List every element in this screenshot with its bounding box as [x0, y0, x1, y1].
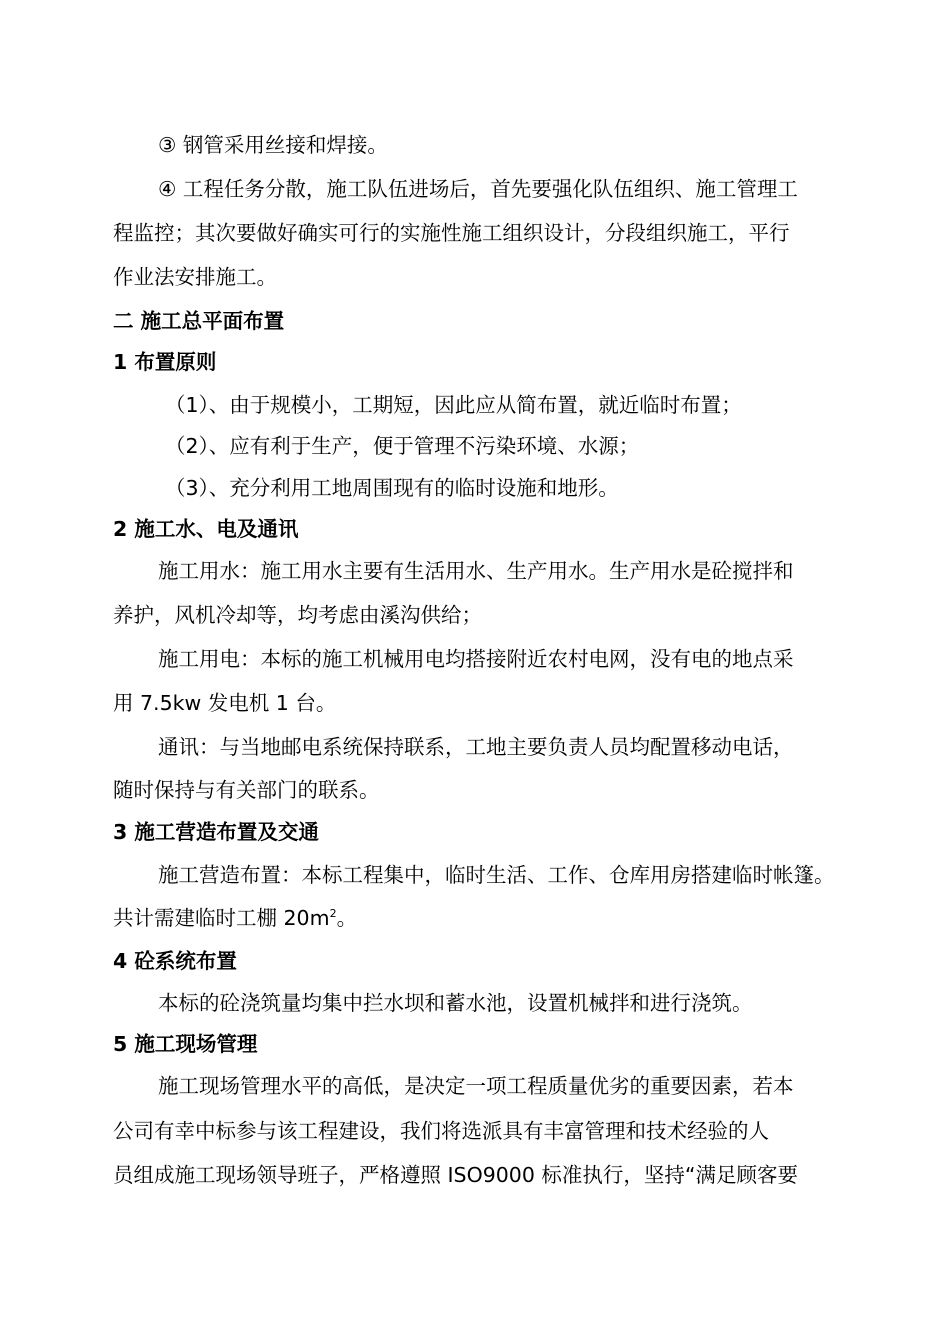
paragraph-line: ④ 工程任务分散，施工队伍进场后，首先要强化队伍组织、施工管理工	[158, 177, 798, 201]
paragraph-line	[113, 903, 357, 933]
subsection-heading: 1 布置原则	[113, 350, 217, 374]
paragraph-line: 通讯：与当地邮电系统保持联系，工地主要负责人员均配置移动电话，	[158, 735, 794, 759]
section-heading: 二 施工总平面布置	[113, 309, 285, 333]
paragraph-line: 程监控；其次要做好确实可行的实施性施工组织设计，分段组织施工，平行	[113, 221, 790, 245]
list-item: （1）、由于规模小，工期短，因此应从简布置，就近临时布置；	[165, 393, 742, 417]
superscript-2: 2	[329, 907, 337, 921]
paragraph-line: 用 7.5kw 发电机 1 台。	[113, 691, 337, 715]
paragraph-line: 作业法安排施工。	[113, 265, 277, 289]
paragraph-line: 养护，风机冷却等，均考虑由溪沟供给；	[113, 603, 482, 627]
subsection-heading: 4 砼系统布置	[113, 949, 237, 973]
list-item: （2）、应有利于生产，便于管理不污染环境、水源；	[165, 434, 640, 458]
paragraph-line: 施工营造布置：本标工程集中，临时生活、工作、仓库用房搭建临时帐篷。	[158, 863, 835, 887]
text-run: 共计需建临时工棚 20m	[113, 906, 330, 930]
subsection-heading: 2 施工水、电及通讯	[113, 517, 299, 541]
paragraph-line: 施工现场管理水平的高低，是决定一项工程质量优劣的重要因素，若本	[158, 1074, 794, 1098]
subsection-heading: 5 施工现场管理	[113, 1032, 258, 1056]
paragraph-line: 员组成施工现场领导班子，严格遵照 ISO9000 标准执行，坚持“满足顾客要	[113, 1163, 799, 1187]
paragraph-line: 公司有幸中标参与该工程建设，我们将选派具有丰富管理和技术经验的人	[113, 1119, 769, 1143]
list-item: （3）、充分利用工地周围现有的临时设施和地形。	[165, 476, 619, 500]
paragraph-line: ③ 钢管采用丝接和焊接。	[158, 133, 388, 157]
paragraph-line: 施工用电：本标的施工机械用电均搭接附近农村电网，没有电的地点采	[158, 647, 794, 671]
subsection-heading: 3 施工营造布置及交通	[113, 820, 319, 844]
paragraph-line: 施工用水：施工用水主要有生活用水、生产用水。生产用水是砼搅拌和	[158, 559, 794, 583]
paragraph-line: 随时保持与有关部门的联系。	[113, 778, 380, 802]
paragraph-line: 本标的砼浇筑量均集中拦水坝和蓄水池，设置机械拌和进行浇筑。	[158, 991, 753, 1015]
text-run: 。	[336, 906, 358, 930]
